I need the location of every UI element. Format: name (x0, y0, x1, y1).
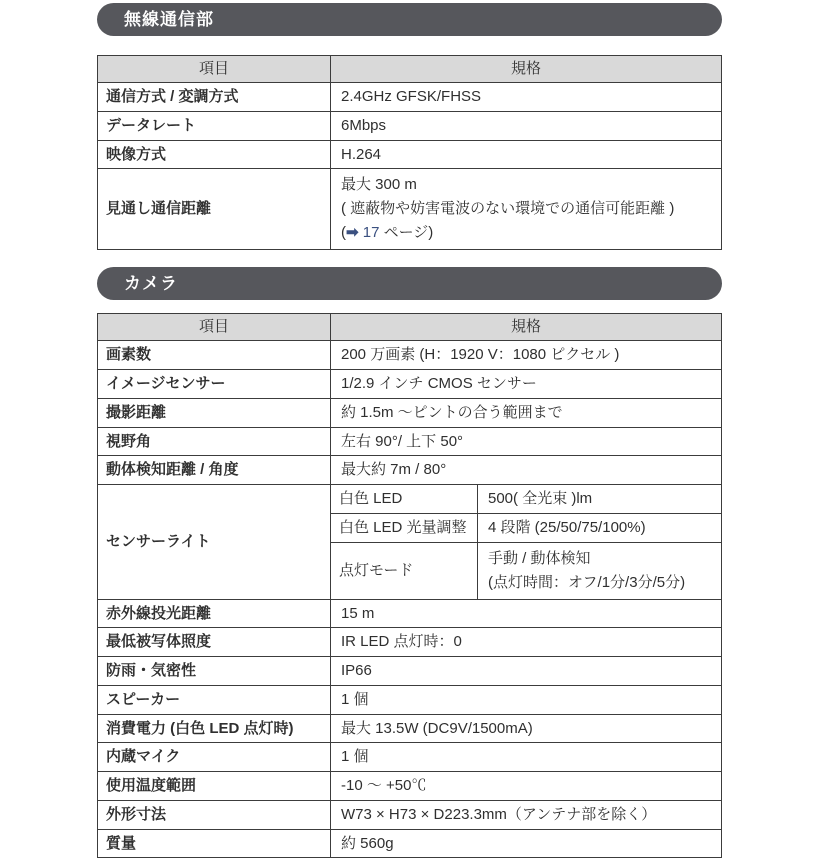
row-value: 左右 90°/ 上下 50° (331, 427, 722, 456)
table-row (98, 341, 722, 370)
range-line-2: ( 遮蔽物や妨害電波のない環境での通信可能距離 ) (341, 200, 675, 218)
subrow-value: 500( 全光束 )lm (478, 485, 722, 514)
row-label: 赤外線投光距離 (98, 599, 331, 628)
lighting-mode-line-1: 手動 / 動体検知 (488, 549, 591, 567)
subrow-label: 点灯モード (331, 542, 478, 599)
range-line-1: 最大 300 m (341, 176, 417, 194)
section-title-wireless (97, 3, 722, 36)
table-row (98, 714, 722, 743)
section-title-camera-label: カメラ (124, 274, 178, 294)
row-value: 1 個 (331, 685, 722, 714)
subrow-label: 白色 LED (331, 485, 478, 514)
table-row (98, 743, 722, 772)
row-label-sensor-light: センサーライト (98, 485, 331, 600)
subrow-label: 白色 LED 光量調整 (331, 513, 478, 542)
range-page-reference (341, 221, 715, 245)
table-row (98, 140, 722, 169)
table-header-row (98, 314, 722, 341)
row-label: スピーカー (98, 685, 331, 714)
table-row (98, 370, 722, 399)
ref-paren-open: ( (341, 224, 346, 242)
table-header-row (98, 56, 722, 83)
column-header-spec: 規格 (331, 314, 722, 341)
row-value (331, 169, 722, 250)
row-value: 15 m (331, 599, 722, 628)
row-label: 視野角 (98, 427, 331, 456)
table-row (98, 456, 722, 485)
camera-spec-table (97, 313, 722, 858)
row-value: 約 1.5m ～ピントの合う範囲まで (331, 398, 722, 427)
table-row (98, 829, 722, 858)
row-label: 撮影距離 (98, 398, 331, 427)
row-value: 最大約 7m / 80° (331, 456, 722, 485)
row-label: 画素数 (98, 341, 331, 370)
table-row (98, 800, 722, 829)
table-row (98, 599, 722, 628)
row-label: 消費電力 (白色 LED 点灯時) (98, 714, 331, 743)
table-row (98, 772, 722, 801)
row-value: 2.4GHz GFSK/FHSS (331, 83, 722, 112)
table-row-range (98, 169, 722, 250)
row-value: 1 個 (331, 743, 722, 772)
table-row (98, 685, 722, 714)
row-label: イメージセンサー (98, 370, 331, 399)
row-label: 質量 (98, 829, 331, 858)
table-row (98, 427, 722, 456)
row-value: -10 ～ +50℃ (331, 772, 722, 801)
row-value: IP66 (331, 657, 722, 686)
column-header-item: 項目 (98, 56, 331, 83)
table-row (98, 398, 722, 427)
row-value: 約 560g (331, 829, 722, 858)
table-row (98, 628, 722, 657)
row-label: データレート (98, 111, 331, 140)
row-value: H.264 (331, 140, 722, 169)
row-value: 1/2.9 インチ CMOS センサー (331, 370, 722, 399)
row-label: 映像方式 (98, 140, 331, 169)
row-value: 6Mbps (331, 111, 722, 140)
table-row (98, 83, 722, 112)
ref-page-number: 17 (358, 224, 380, 242)
row-value: W73 × H73 × D223.3mm（アンテナ部を除く） (331, 800, 722, 829)
table-row (98, 111, 722, 140)
row-label: 外形寸法 (98, 800, 331, 829)
row-value: 最大 13.5W (DC9V/1500mA) (331, 714, 722, 743)
lighting-mode-line-2: (点灯時間：オフ/1分/3分/5分) (488, 573, 686, 591)
row-label: 見通し通信距離 (98, 169, 331, 250)
row-label: 内蔵マイク (98, 743, 331, 772)
subrow-value (478, 542, 722, 599)
row-label: 通信方式 / 変調方式 (98, 83, 331, 112)
row-value: 200 万画素 (H：1920 V：1080 ピクセル ) (331, 341, 722, 370)
wireless-spec-table (97, 55, 722, 250)
ref-page-suffix: ページ) (379, 224, 434, 242)
column-header-item: 項目 (98, 314, 331, 341)
row-label: 動体検知距離 / 角度 (98, 456, 331, 485)
arrow-right-icon: ➡ (346, 224, 359, 242)
row-value: IR LED 点灯時：0 (331, 628, 722, 657)
table-row-sensor-light-1 (98, 485, 722, 514)
row-label: 使用温度範囲 (98, 772, 331, 801)
column-header-spec: 規格 (331, 56, 722, 83)
subrow-value: 4 段階 (25/50/75/100%) (478, 513, 722, 542)
row-label: 最低被写体照度 (98, 628, 331, 657)
table-row (98, 657, 722, 686)
section-title-wireless-label: 無線通信部 (124, 10, 214, 29)
row-label: 防雨・気密性 (98, 657, 331, 686)
section-title-camera (97, 267, 722, 300)
